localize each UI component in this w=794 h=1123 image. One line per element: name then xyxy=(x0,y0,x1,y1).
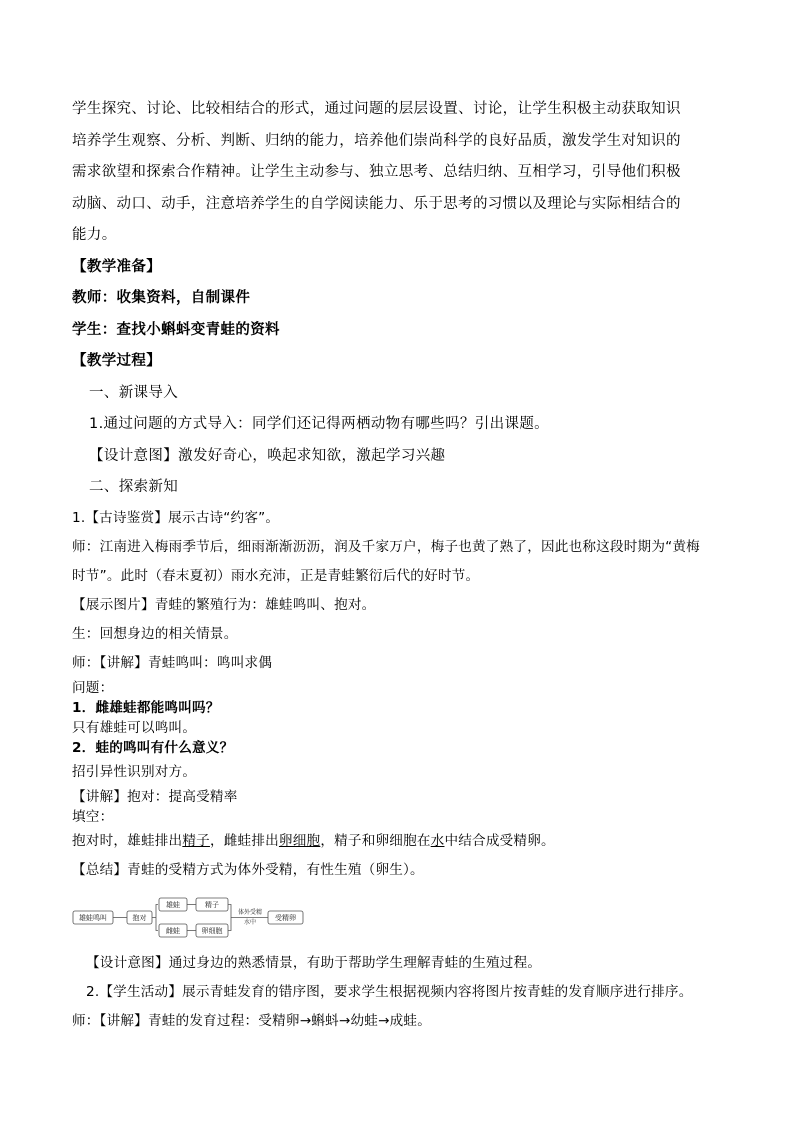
fill-text: ，雌蛙排出 xyxy=(209,832,279,849)
explain-hug: 【讲解】抱对：提高受精率 xyxy=(72,788,238,805)
question-2-text: 2．蛙的鸣叫有什么意义？ xyxy=(72,739,234,756)
fill-text: 中结合成受精卵。 xyxy=(444,832,555,849)
bracket-left xyxy=(156,904,158,930)
poem-appreciation: 1.【古诗鉴赏】展示古诗“约客”。 xyxy=(72,509,280,526)
prep-heading: 【教学准备】 xyxy=(72,258,162,275)
label-water: 水中 xyxy=(243,918,257,926)
intro-line: 能力。 xyxy=(72,227,117,243)
intro-paragraph xyxy=(72,94,722,252)
development-process: 师：【讲解】青蛙的发育过程：受精卵→蝌蚪→幼蛙→成蛙。 xyxy=(72,1012,432,1029)
section-new-lesson: 一、新课导入 xyxy=(89,384,179,401)
explain-call: 师：【讲解】青蛙鸣叫：鸣叫求偶 xyxy=(72,654,273,671)
teacher-talk-line: 师：江南进入梅雨季节后，细雨渐渐沥沥，润及千家万户，梅子也黄了熟了，因此也称这段时期为“黄梅 xyxy=(72,538,700,555)
node-male: 雄蛙 xyxy=(166,900,180,909)
intro-line: 培养学生观察、分析、判断、归纳的能力，培养他们崇尚科学的良好品质，激发学生对知识的 xyxy=(72,132,681,149)
question-1-text: 1．雌雄蛙都能鸣叫吗？ xyxy=(72,699,220,716)
section-explore: 二、探索新知 xyxy=(89,479,179,495)
summary: 【总结】青蛙的受精方式为体外受精，有性生殖（卵生）。 xyxy=(72,861,424,878)
design-intent-1: 【设计意图】激发好奇心，唤起求知欲，激起学习兴趣 xyxy=(89,447,446,464)
label-fertilization: 体外受精 xyxy=(237,908,263,916)
node-hug: 抱对 xyxy=(132,913,147,922)
student-activity: 2.【学生活动】展示青蛙发育的错序图，要求学生根据视频内容将图片按青蛙的发育顺序进行排序。 xyxy=(86,983,693,1000)
fill-text: 抱对时，雄蛙排出 xyxy=(72,832,183,849)
design-intent-2: 【设计意图】通过身边的熟悉情景，有助于帮助学生理解青蛙的生殖过程。 xyxy=(86,954,542,971)
answer-2: 招引异性识别对方。 xyxy=(72,763,197,780)
node-egg: 卵细胞 xyxy=(201,926,223,935)
answer-1: 只有雄蛙可以鸣叫。 xyxy=(72,719,197,736)
lesson-item-1: 1.通过问题的方式导入：同学们还记得两栖动物有哪些吗？引出课题。 xyxy=(89,416,550,432)
intro-line: 学生探究、讨论、比较相结合的形式，通过问题的层层设置、讨论，让学生积极主动获取知识 xyxy=(72,101,681,117)
intro-line: 需求欲望和探索合作精神。让学生主动参与、独立思考、总结归纳、互相学习，引导他们积极 xyxy=(72,164,681,180)
fertilization-diagram xyxy=(72,893,722,945)
student-recall: 生：回想身边的相关情景。 xyxy=(72,625,238,642)
process-heading: 【教学过程】 xyxy=(72,353,162,369)
fill-text: ，精子和卵细胞在 xyxy=(320,832,431,849)
node-call: 雄蛙鸣叫 xyxy=(79,913,107,922)
bracket-right xyxy=(228,904,231,930)
node-zygote: 受精卵 xyxy=(275,913,296,922)
node-female: 雌蛙 xyxy=(166,926,180,935)
fill-blank-sperm: 精子 xyxy=(182,832,210,849)
fill-blank-egg: 卵细胞 xyxy=(278,832,321,849)
fill-blank-water: 水 xyxy=(430,832,445,849)
intro-line: 动脑、动口、动手，注意培养学生的自学阅读能力、乐于思考的习惯以及理论与实际相结合的 xyxy=(72,195,681,212)
question-label: 问题： xyxy=(72,679,114,696)
fill-label: 填空： xyxy=(72,808,114,825)
teacher-talk-line: 时节”。此时（春末夏初）雨水充沛，正是青蛙繁衍后代的好时节。 xyxy=(72,567,480,584)
prep-student: 学生：查找小蝌蚪变青蛙的资料 xyxy=(72,321,280,338)
question-1 xyxy=(72,698,722,718)
node-sperm: 精子 xyxy=(205,900,219,909)
fertilization-flow xyxy=(72,893,312,945)
question-2 xyxy=(72,738,722,758)
document-page xyxy=(72,94,722,1036)
show-picture: 【展示图片】青蛙的繁殖行为：雄蛙鸣叫、抱对。 xyxy=(72,596,376,613)
prep-teacher: 教师：收集资料，自制课件 xyxy=(72,290,251,306)
fill-in-sentence xyxy=(72,827,722,856)
